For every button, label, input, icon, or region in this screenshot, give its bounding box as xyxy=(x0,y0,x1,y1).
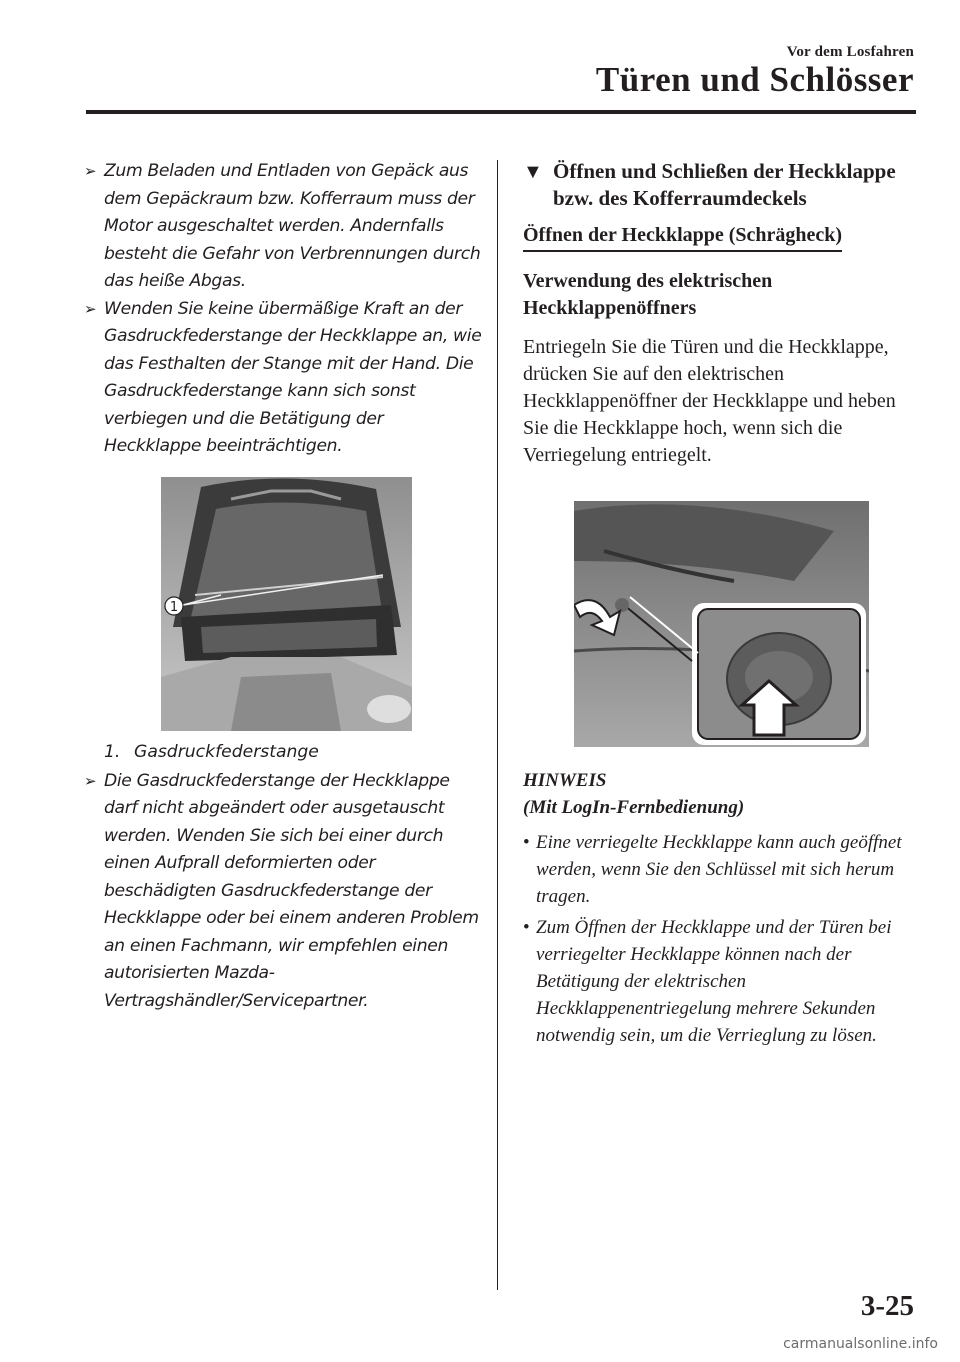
triangle-marker-icon: ▼ xyxy=(523,161,543,183)
callout-number: 1 xyxy=(169,599,179,615)
note-item xyxy=(523,829,918,910)
caption-text: Gasdruckfederstange xyxy=(134,741,319,762)
watermark-link[interactable]: carmanualsonline.info xyxy=(783,1336,938,1352)
note-subtitle: (Mit LogIn-Fernbedienung) xyxy=(523,797,745,818)
header-section-label: Vor dem Losfahren xyxy=(786,44,914,60)
note-item xyxy=(523,914,918,1049)
bullet-icon: • xyxy=(523,917,530,938)
page-number: 3-25 xyxy=(860,1290,914,1322)
warning-text: Zum Beladen und Entladen von Gepäck aus dem Gepäckraum bzw. Kofferraum muss der Motor ausgeschaltet werden. Andernfalls besteht die Gefahr von Verbrennungen durch das heiße Abgas. xyxy=(104,161,481,291)
note-text: Eine verriegelte Heckklappe kann auch geöffnet werden, wenn Sie den Schlüssel mit sich herum tragen. xyxy=(536,832,902,907)
bullet-icon: • xyxy=(523,832,530,853)
subheading: Öffnen der Heckklappe (Schrägheck) xyxy=(523,222,842,252)
note-title: HINWEIS xyxy=(523,770,607,791)
trunk-photo xyxy=(161,477,412,731)
tailgate-opener-photo xyxy=(574,501,869,747)
caption-number: 1. xyxy=(104,741,121,762)
left-column xyxy=(84,158,484,1015)
section-heading-text: Öffnen und Schließen der Heckklappe bzw. des Kofferraumdeckels xyxy=(553,159,896,210)
header-rule xyxy=(86,110,916,114)
subsubheading: Verwendung des elektrischen Heckklappenöffners xyxy=(523,270,773,319)
column-divider xyxy=(497,160,498,1290)
body-paragraph: Entriegeln Sie die Türen und die Heckklappe, drücken Sie auf den elektrischen Heckklappenöffner der Heckklappe und heben Sie die Heckklappe hoch, wenn sich die Verriegelung entriegelt. xyxy=(523,336,896,466)
tailgate-latch-illustration xyxy=(574,501,869,747)
warning-text: Die Gasdruckfederstange der Heckklappe darf nicht abgeändert oder ausgetauscht werden. Wenden Sie sich bei einer durch einen Aufprall deformierten oder beschädigten Gasdruckfederstange der Heckklappe oder bei einem anderen Problem an einen Fachmann, wir empfehlen einen autorisierten Mazda-Vertragshändler/Servicepartner. xyxy=(104,770,479,1011)
arrow-bullet-icon: ➢ xyxy=(84,771,97,790)
open-tailgate-illustration xyxy=(161,477,412,731)
figure-caption xyxy=(104,739,484,766)
note-text: Zum Öffnen der Heckklappe und der Türen bei verriegelter Heckklappe können nach der Betätigung der elektrischen Heckklappenentriegelung mehrere Sekunden notwendig sein, um die Verrieglung zu lösen. xyxy=(536,917,892,1046)
warning-item xyxy=(84,158,484,296)
right-column xyxy=(523,158,918,1049)
section-heading xyxy=(523,158,918,212)
warning-item xyxy=(84,768,484,1016)
page-title: Türen und Schlösser xyxy=(595,60,914,99)
arrow-bullet-icon: ➢ xyxy=(84,162,97,180)
warning-item xyxy=(84,296,484,461)
warning-text: Wenden Sie keine übermäßige Kraft an der Gasdruckfederstange der Heckklappe an, wie das Festhalten der Stange mit der Hand. Die Gasdruckfederstange kann sich sonst verbiegen und die Betätigung der Heckklappe beeinträchtigen. xyxy=(104,298,482,456)
arrow-bullet-icon: ➢ xyxy=(84,299,97,318)
